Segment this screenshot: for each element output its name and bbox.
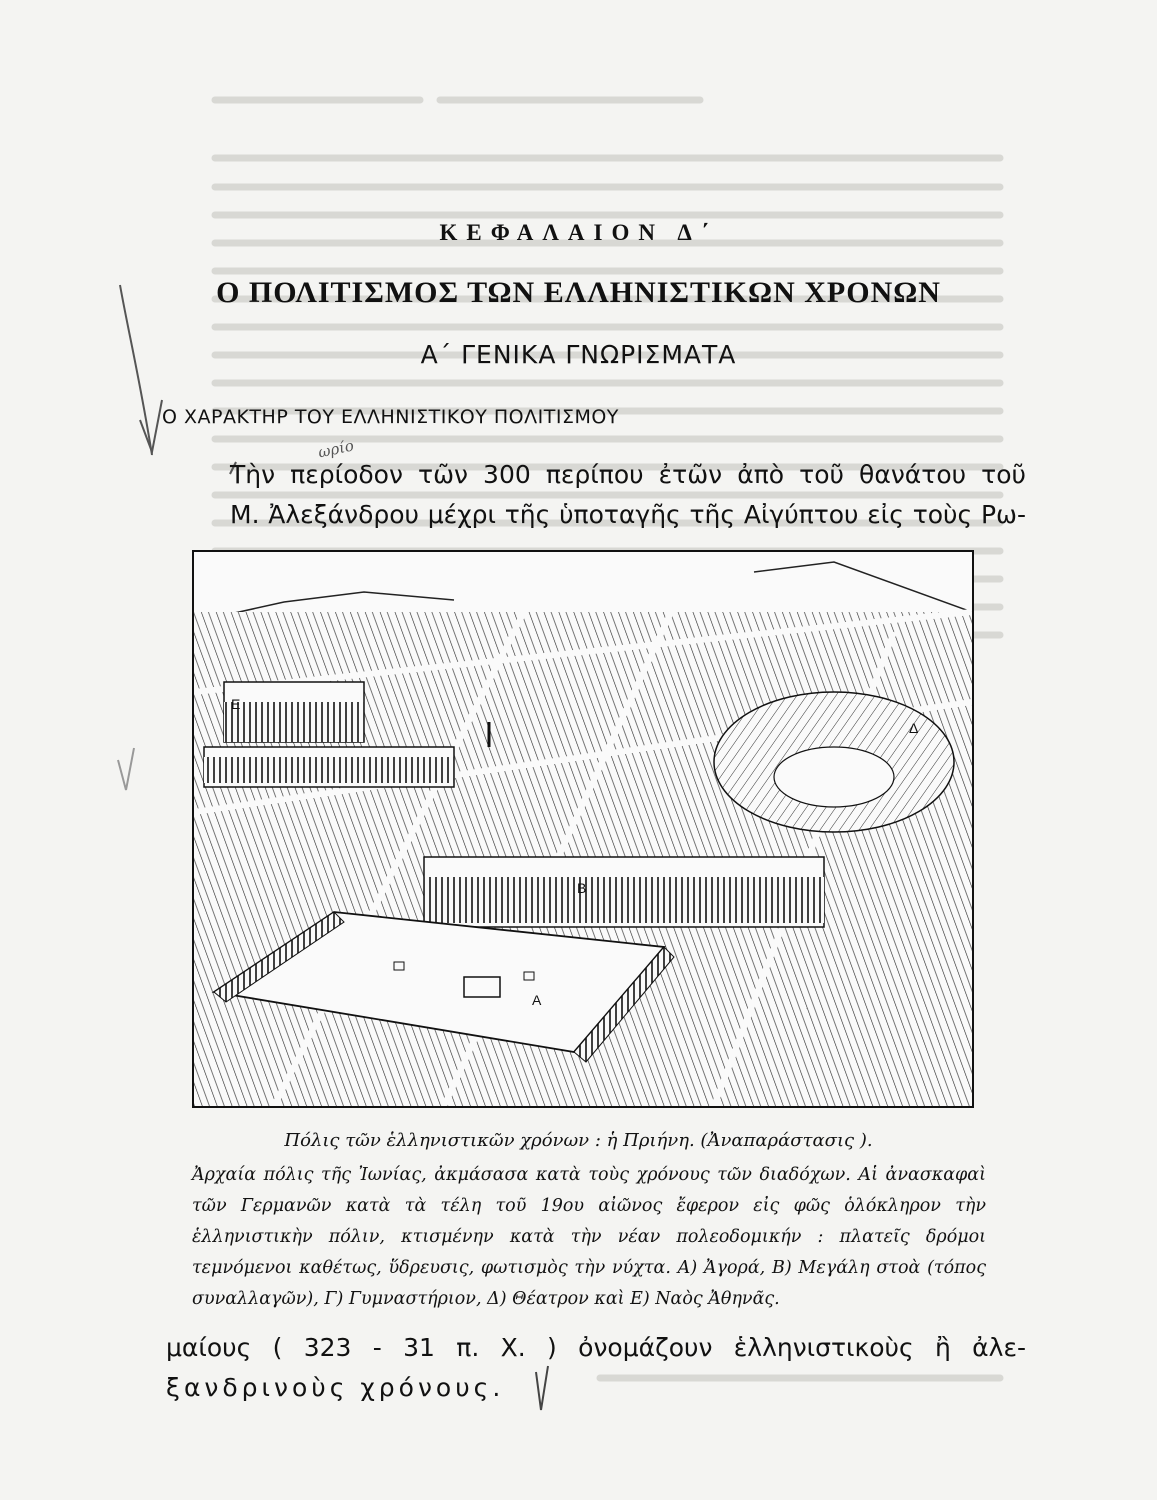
- figure-caption-body: Ἀρχαία πόλις τῆς Ἰωνίας, ἀκμάσασα κατὰ τοὺς χρόνους τῶν διαδόχων. Αἱ ἀνασκαφαὶ τῶν Γερμανῶν κατὰ τὰ τέλη τοῦ 19ου αἰῶνος ἔφερον εἰς φῶς ὁλόκληρον τὴν ἑλληνιστικὴν πόλιν, κτισμένην κατὰ τὴν νέαν πολεοδομικήν : πλατεῖς δρόμοι τεμνόμενοι καθέτως, ὕδρευσις, φωτισμὸς τὴν νύχτα. Α) Ἀγορά, Β) Μεγάλη στοὰ (τόπος συναλλαγῶν), Γ) Γυμναστήριον, Δ) Θέατρον καὶ Ε) Ναὸς Ἀθηνᾶς.: [192, 1165, 986, 1309]
- subsection-heading: Ο ΧΑΡΑΚΤΗΡ ΤΟΥ ΕΛΛΗΝΙΣΤΙΚΟΥ ΠΟΛΙΤΙΣΜΟΥ: [162, 406, 619, 428]
- section-heading: Α΄ ΓΕΝΙΚΑ ΓΝΩΡΙΣΜΑΤΑ: [420, 340, 737, 369]
- priene-illustration: [192, 550, 974, 1108]
- paragraph-continuation: μαίους ( 323 - 31 π. Χ. ) ὀνομάζουν ἑλληνιστικοὺς ἢ ἀλε-: [166, 1333, 1026, 1362]
- figure-caption-title: Πόλις τῶν ἑλληνιστικῶν χρόνων : ἡ Πριήνη. (Ἀναπαράστασις ).: [284, 1130, 873, 1151]
- label-agora: Α: [532, 992, 542, 1008]
- label-temple: Ε: [231, 696, 241, 712]
- paragraph-continuation-end: ξανδρινοὺς χρόνους.: [166, 1373, 505, 1402]
- label-stoa: Β: [577, 880, 587, 896]
- pencil-annotation: ωρίο: [316, 436, 356, 462]
- chapter-heading: ΚΕΦΑΛΑΙΟΝ Δ΄: [439, 220, 718, 245]
- label-theatre: Δ: [909, 720, 919, 736]
- chapter-title: Ο ΠΟΛΙΤΙΣΜΟΣ ΤΩΝ ΕΛΛΗΝΙΣΤΙΚΩΝ ΧΡΟΝΩΝ: [216, 276, 941, 309]
- paragraph-intro: [166, 455, 1026, 535]
- paragraph-line: Τὴν περίοδον τῶν 300 περίπου ἐτῶν ἀπὸ τοῦ θανάτου τοῦ: [230, 460, 1026, 489]
- paragraph-line: Μ. Ἀλεξάνδρου μέχρι τῆς ὑποταγῆς τῆς Αἰγύπτου εἰς τοὺς Ρω-: [230, 500, 1026, 529]
- city-drawing: [194, 552, 972, 1106]
